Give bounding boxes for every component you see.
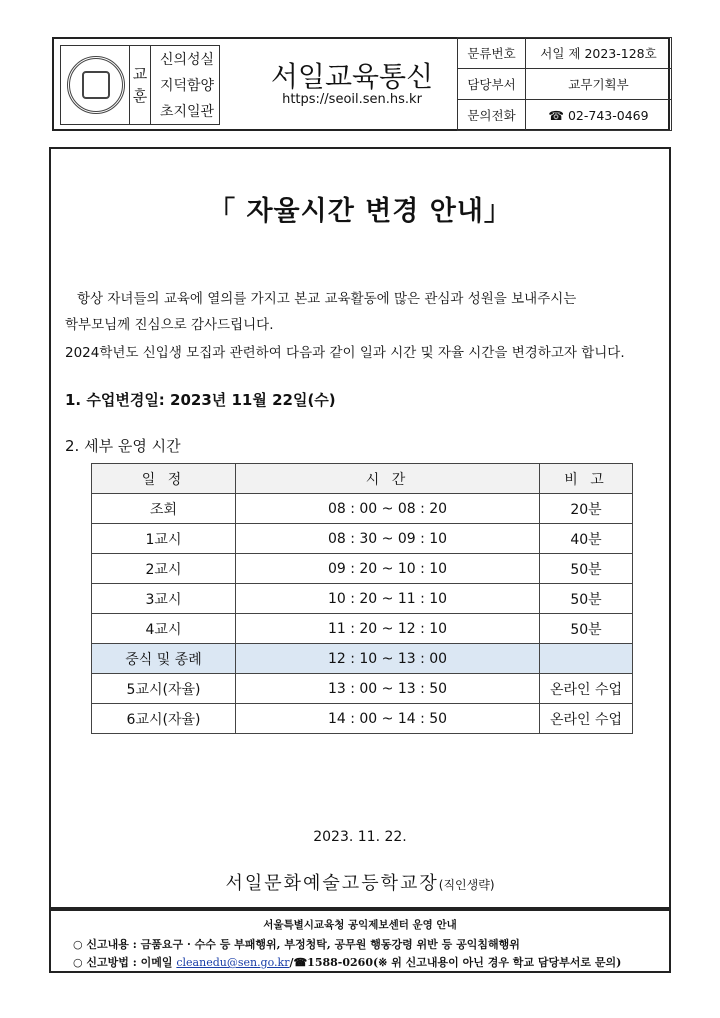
intro-paragraph: 학부모님께 진심으로 감사드립니다. [65,317,274,333]
info-value: ☎ 02-743-0469 [526,100,672,131]
info-key: 문의전화 [458,100,526,131]
table-header-row [92,464,633,494]
intro-paragraph: 항상 자녀들의 교육에 열의를 가지고 본교 교육활동에 많은 관심과 성원을 보내주시는 [77,291,577,307]
info-row [458,38,672,69]
column-header: 시 간 [236,464,540,494]
column-header: 비 고 [540,464,633,494]
table-row: 3교시 10 : 20 ~ 11 : 10 50분 [92,584,633,614]
table-row: 2교시 09 : 20 ~ 10 : 10 50분 [92,554,633,584]
whistleblower-footer [49,909,671,973]
info-key: 담당부서 [458,69,526,100]
table-row: 1교시 08 : 30 ~ 09 : 10 40분 [92,524,633,554]
footer-report-method: ○ 신고방법 : 이메일 cleanedu@sen.go.kr/☎1588-0260(※ 위 신고내용이 아닌 경우 학교 담당부서로 문의) [73,956,622,969]
school-name: 서일문화예술고등학교장 [225,873,439,894]
info-value: 교무기획부 [526,69,672,100]
motto-lines [153,46,221,124]
newsletter-header [52,37,670,131]
info-row [458,69,672,100]
table-row: 6교시(자율) 14 : 00 ~ 14 : 50 온라인 수업 [92,704,633,734]
footer-report-content: ○ 신고내용 : 금품요구 · 수수 등 부패행위, 부정청탁, 공무원 행동강령 위반 등 공익침해행위 [73,938,520,951]
schedule-table [91,463,633,734]
table-row: 4교시 11 : 20 ~ 12 : 10 50분 [92,614,633,644]
school-emblem-icon [67,56,125,114]
info-row [458,100,672,131]
motto-line: 지덕함양 [159,78,215,94]
notice-title: 「 자율시간 변경 안내」 [208,196,512,227]
school-motto-box [60,45,220,125]
notice-body [49,147,671,909]
motto-line: 신의성실 [159,52,215,68]
column-header: 일 정 [92,464,236,494]
notice-date: 2023. 11. 22. [313,829,407,845]
intro-paragraph: 2024학년도 신입생 모집과 관련하여 다음과 같이 일과 시간 및 자율 시간을 변경하고자 합니다. [65,345,625,361]
table-row-highlighted: 중식 및 종례 12 : 10 ~ 13 : 00 [92,644,633,674]
document-info-table [457,37,672,131]
report-email-link[interactable]: cleanedu@sen.go.kr [176,956,290,969]
motto-line: 초지일관 [159,104,215,120]
motto-label: 교 훈 [129,46,151,124]
table-row: 5교시(자율) 13 : 00 ~ 13 : 50 온라인 수업 [92,674,633,704]
school-signature [51,869,669,895]
publication-title: 서일교육통신 [270,60,434,93]
table-row: 조회 08 : 00 ~ 08 : 20 20분 [92,494,633,524]
section-change-date: 1. 수업변경일: 2023년 11월 22일(수) [65,391,336,409]
info-value: 서일 제 2023-128호 [526,38,672,69]
footer-title: 서울특별시교육청 공익제보센터 운영 안내 [263,919,457,931]
seal-omitted-note: (직인생략) [438,878,495,892]
section-schedule-heading: 2. 세부 운영 시간 [65,437,181,455]
info-key: 문류번호 [458,38,526,69]
school-url[interactable]: https://seoil.sen.hs.kr [282,92,422,107]
